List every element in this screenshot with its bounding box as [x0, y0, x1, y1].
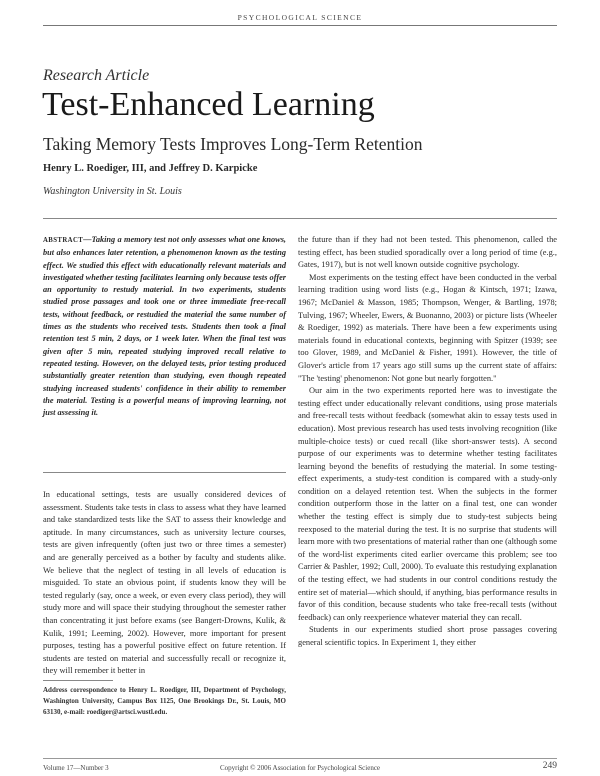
authors: Henry L. Roediger, III, and Jeffrey D. Karpicke: [43, 163, 258, 174]
body-paragraph: Students in our experiments studied short prose passages covering general scientific topics. In Experiment 1, they either: [298, 625, 557, 647]
journal-name: PSYCHOLOGICAL SCIENCE: [237, 13, 363, 22]
volume-info: Volume 17—Number 3: [43, 764, 109, 772]
left-column-body: [43, 489, 286, 678]
copyright: Copyright © 2006 Association for Psychological Science: [219, 764, 381, 772]
body-paragraph: Our aim in the two experiments reported here was to investigate the testing effect under educationally relevant conditions, using prose materials and free-recall tests without feedback (somewhat akin to essay tests used in education). Most previous research has used tests involving recognition (like multiple-choice tests) or cued recall (like short-answer tests). A second purpose of our experiments was to determine whether testing facilitates learning beyond the benefits of restudying the material. In some testing-effect experiments, a study-test condition is compared with a study-only condition on a delayed retention test. When the subjects in the former condition outperform those in the latter on a final test, one can wonder whether the testing effect is simply due to study-test subjects being reexposed to the material during the test. It is no surprise that students will learn more with two presentations of material rather than one (although some of the word-list experiments cited earlier overcame this problem; see too Carrier & Pashler, 1992; Cull, 2000). To evaluate this restudying explanation of the testing effect, we had students in our control conditions restudy the entire set of material—which should, if anything, bias performance results in favor of this condition, because students who take free-recall tests (without feedback) can only reexperience whatever material they can recall.: [298, 386, 557, 622]
footer-rule: [43, 758, 557, 759]
correspondence-footnote: Address correspondence to Henry L. Roediger, III, Department of Psychology, Washington University, Campus Box 1125, One Brookings Dr., St. Louis, MO 63130, e-mail: roediger@artsci.wustl.edu.: [43, 686, 286, 716]
footnote-rule: [43, 680, 113, 681]
article-type: Research Article: [43, 67, 150, 84]
abstract-label: ABSTRACT: [43, 237, 84, 244]
body-paragraph: In educational settings, tests are usually considered devices of assessment. Students take tests in class to assess what they have learned and take standardized tests like the SAT to assess their knowledge and aptitude. In many circumstances, such as university lecture courses, tests are given infrequently (often just two or three times a semester) and are generally perceived as a bother by faculty and students alike. We believe that the neglect of testing in all levels of education is misguided. To state an obvious point, if students know they will be tested regularly (say, once a week, or even every class period), they will study more and will space their studying throughout the semester rather than concentrating it just before exams (see Bangert-Drowns, Kulik, & Kulik, 1991; Leeming, 2002). However, more important for present purposes, testing has a powerful positive effect on future retention. If students are tested on material and successfully recall or recognize it, they will remember it better in: [43, 490, 286, 676]
abstract-rule: [43, 472, 286, 473]
body-paragraph: Most experiments on the testing effect have been conducted in the verbal learning tradition using word lists (e.g., Hogan & Kintsch, 1971; Izawa, 1967; McDaniel & Masson, 1985; Thompson, Wenger, & Bartling, 1978; Tulving, 1967; Wheeler, Ewers, & Buonanno, 2003) or picture lists (Wheeler & Roediger, 1992) as materials. There have been a few experiments using materials found in educational contexts, beginning with Spitzer (1939; see too Glover, 1989, and McDaniel & Fisher, 1991). However, the title of Glover's article from 17 years ago still sums up the current state of affairs: "The 'testing' phenomenon: Not gone but nearly forgotten.": [298, 272, 557, 383]
abstract-text: —Taking a memory test not only assesses what one knows, but also enhances later retention, a phenomenon known as the testing effect. We studied this effect with educationally relevant materials and investigated whether testing facilitates learning only because tests offer an opportunity to restudy material. In two experiments, students studied prose passages and took one or three immediate free-recall tests, without feedback, or restudied the material the same number of times as the students who received tests. Students then took a final retention test 5 min, 2 days, or 1 week later. When the final test was given after 5 min, repeated studying improved recall relative to repeated testing. However, on the delayed tests, prior testing produced substantially greater retention than studying, even though repeated studying increased students' confidence in their ability to remember the material. Testing is a powerful means of improving learning, not just assessing it.: [43, 235, 286, 418]
page-number: 249: [542, 761, 557, 771]
title-rule: [43, 218, 557, 219]
article-subtitle: Taking Memory Tests Improves Long-Term Retention: [43, 134, 423, 154]
abstract: [43, 234, 286, 419]
header-rule: [43, 25, 557, 26]
page-title: Test-Enhanced Learning: [42, 86, 375, 123]
body-paragraph: the future than if they had not been tested. This phenomenon, called the testing effect, has been studied sporadically over a long period of time (e.g., Gates, 1917), but is not well known outside cognitive psychology.: [298, 235, 557, 270]
affiliation: Washington University in St. Louis: [43, 186, 182, 197]
right-column-body: [298, 234, 557, 650]
